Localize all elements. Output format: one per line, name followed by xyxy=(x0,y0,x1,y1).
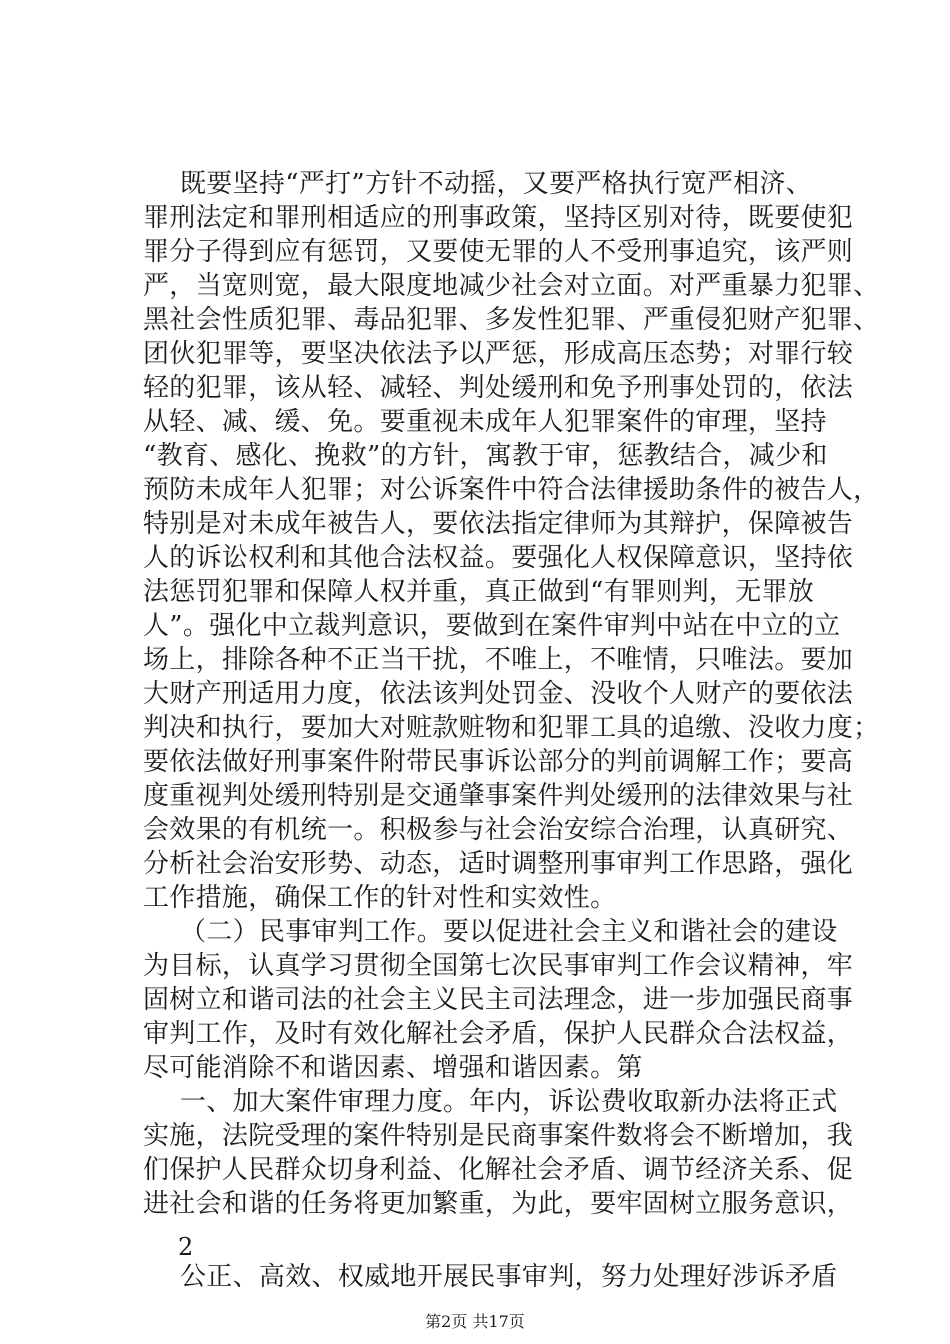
text-line: 审判工作，及时有效化解社会矛盾，保护人民群众合法权益， xyxy=(143,1019,854,1049)
page-footer: 第2页 共17页 xyxy=(425,1312,525,1331)
text-line: 会效果的有机统一。积极参与社会治安综合治理，认真研究、 xyxy=(143,815,854,845)
text-line: 固树立和谐司法的社会主义民主司法理念，进一步加强民商事 xyxy=(143,985,854,1015)
text-line: 罪分子得到应有惩罚，又要使无罪的人不受刑事追究，该严则 xyxy=(143,237,854,267)
text-line: 工作措施，确保工作的针对性和实效性。 xyxy=(143,883,617,913)
text-line: 罪刑法定和罪刑相适应的刑事政策，坚持区别对待，既要使犯 xyxy=(143,203,854,233)
text-line: 一、加大案件审理力度。年内，诉讼费收取新办法将正式 xyxy=(180,1087,838,1117)
text-line: “教育、感化、挽救”的方针，寓教于审，惩教结合，减少和 xyxy=(143,441,828,471)
text-line: 实施，法院受理的案件特别是民商事案件数将会不断增加，我 xyxy=(143,1121,854,1151)
text-line: 团伙犯罪等，要坚决依法予以严惩，形成高压态势；对罪行较 xyxy=(143,339,854,369)
text-line: 轻的犯罪，该从轻、减轻、判处缓刑和免予刑事处罚的，依法 xyxy=(143,373,854,403)
inline-page-number: 2 xyxy=(178,1233,194,1261)
text-line: 法惩罚犯罪和保障人权并重，真正做到“有罪则判，无罪放 xyxy=(143,577,815,607)
text-line: 进社会和谐的任务将更加繁重，为此，要牢固树立服务意识， xyxy=(143,1189,854,1219)
text-line: 尽可能消除不和谐因素、增强和谐因素。第 xyxy=(143,1053,643,1083)
text-line: 预防未成年人犯罪；对公诉案件中符合法律援助条件的被告人， xyxy=(143,475,880,505)
text-line: 人”。强化中立裁判意识，要做到在案件审判中站在中立的立 xyxy=(143,611,841,641)
text-line: 既要坚持“严打”方针不动摇，又要严格执行宽严相济、 xyxy=(180,169,813,199)
text-line: 要依法做好刑事案件附带民事诉讼部分的判前调解工作；要高 xyxy=(143,747,854,777)
text-line: 严，当宽则宽，最大限度地减少社会对立面。对严重暴力犯罪、 xyxy=(143,271,880,301)
text-line: 公正、高效、权威地开展民事审判，努力处理好涉诉矛盾 xyxy=(180,1262,838,1292)
text-line: 分析社会治安形势、动态，适时调整刑事审判工作思路，强化 xyxy=(143,849,854,879)
text-line: （二）民事审判工作。要以促进社会主义和谐社会的建设 xyxy=(180,917,838,947)
text-line: 判决和执行，要加大对赃款赃物和犯罪工具的追缴、没收力度； xyxy=(143,713,880,743)
text-line: 度重视判处缓刑特别是交通肇事案件判处缓刑的法律效果与社 xyxy=(143,781,854,811)
text-line: 们保护人民群众切身利益、化解社会矛盾、调节经济关系、促 xyxy=(143,1155,854,1185)
text-line: 人的诉讼权利和其他合法权益。要强化人权保障意识，坚持依 xyxy=(143,543,854,573)
text-line: 大财产刑适用力度，依法该判处罚金、没收个人财产的要依法 xyxy=(143,679,854,709)
text-line: 黑社会性质犯罪、毒品犯罪、多发性犯罪、严重侵犯财产犯罪、 xyxy=(143,305,880,335)
text-line: 为目标，认真学习贯彻全国第七次民事审判工作会议精神，牢 xyxy=(143,951,854,981)
text-line: 特别是对未成年被告人，要依法指定律师为其辩护，保障被告 xyxy=(143,509,854,539)
text-line: 从轻、减、缓、免。要重视未成年人犯罪案件的审理，坚持 xyxy=(143,407,827,437)
text-line: 场上，排除各种不正当干扰，不唯上，不唯情，只唯法。要加 xyxy=(143,645,854,675)
